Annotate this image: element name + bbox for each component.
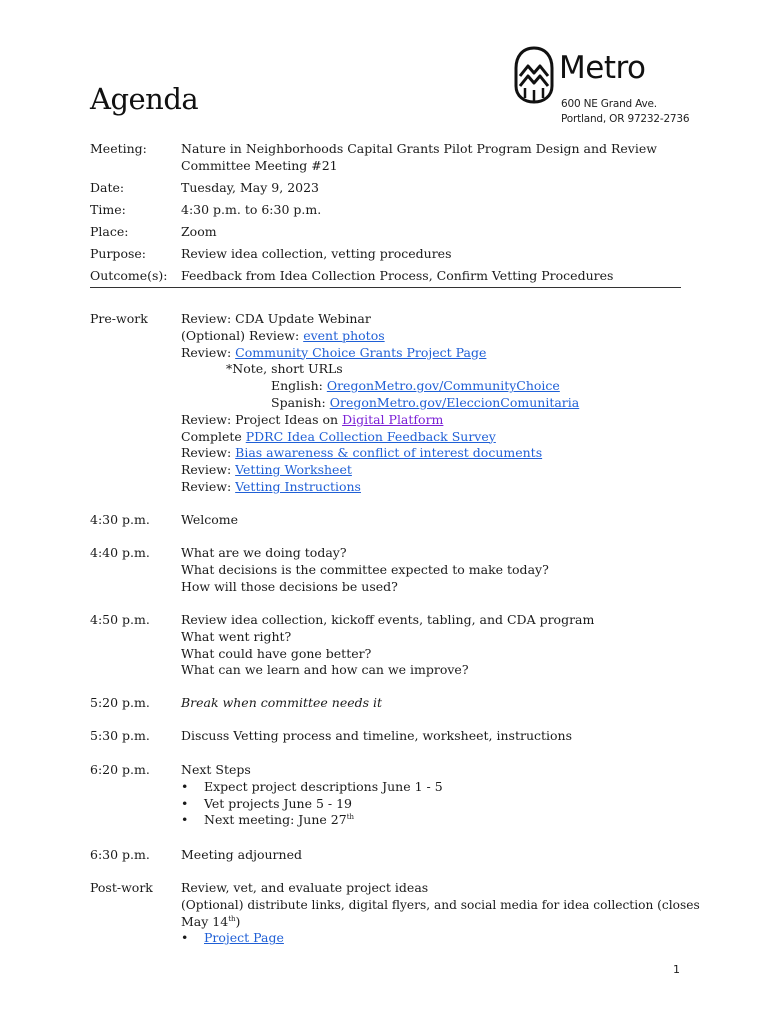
meeting-value bbox=[181, 141, 690, 180]
list-item-text: Expect project descriptions June 1 - 5 bbox=[204, 778, 443, 794]
list-item-text: Next meeting: June 27 bbox=[204, 812, 347, 828]
agenda-text: Meeting adjourned bbox=[181, 847, 302, 862]
date-row bbox=[90, 180, 690, 202]
agenda-text: Review, vet, and evaluate project ideas bbox=[181, 880, 429, 895]
project-page-link-postwork[interactable]: Project Page bbox=[204, 930, 284, 946]
prework-line bbox=[181, 462, 690, 479]
agenda-text: What can we learn and how can we improve? bbox=[181, 662, 469, 678]
agenda-time: 4:40 p.m. bbox=[90, 545, 150, 560]
agenda-text: What decisions is the committee expected to make today? bbox=[181, 561, 549, 577]
digital-platform-link[interactable]: Digital Platform bbox=[342, 411, 444, 427]
list-item bbox=[181, 930, 700, 947]
agenda-text-part: May 14 bbox=[181, 913, 229, 929]
metro-logo-icon bbox=[514, 46, 554, 104]
place-value: Zoom bbox=[181, 224, 217, 239]
agenda-body bbox=[181, 545, 690, 595]
prework-line: Review: CDA Update Webinar bbox=[181, 311, 371, 326]
page-title: Agenda bbox=[90, 82, 199, 116]
agenda-body bbox=[181, 612, 690, 679]
meeting-details bbox=[90, 141, 690, 290]
bullet-icon: • bbox=[181, 795, 189, 811]
bias-documents-link[interactable]: Bias awareness & conflict of interest documents bbox=[235, 445, 543, 461]
agenda-body bbox=[181, 847, 690, 864]
agenda-time: 4:50 p.m. bbox=[90, 612, 150, 627]
prework-text: Review: bbox=[181, 462, 236, 478]
list-item bbox=[181, 812, 690, 829]
prework-line bbox=[181, 445, 690, 462]
bullet-icon: • bbox=[181, 778, 189, 794]
prework-line bbox=[181, 378, 690, 395]
agenda-time: 5:30 p.m. bbox=[90, 728, 150, 743]
prework-text: Review: bbox=[181, 478, 236, 494]
prework-line bbox=[181, 479, 690, 496]
meeting-row bbox=[90, 141, 690, 180]
project-page-link[interactable]: Community Choice Grants Project Page bbox=[235, 344, 487, 360]
prework-text: Review: Project Ideas on bbox=[181, 411, 343, 427]
prework-text: Review: bbox=[181, 445, 236, 461]
prework-text: (Optional) Review: bbox=[181, 327, 304, 343]
agenda-body bbox=[181, 880, 700, 947]
agenda-body bbox=[181, 311, 690, 496]
metro-wordmark: Metro bbox=[559, 50, 646, 86]
list-item bbox=[181, 796, 690, 813]
place-row bbox=[90, 224, 690, 246]
prework-text: Review: bbox=[181, 344, 236, 360]
prework-line bbox=[181, 412, 690, 429]
agenda-text: What could have gone better? bbox=[181, 645, 372, 661]
agenda-item-welcome bbox=[90, 512, 690, 529]
agenda-item-prework bbox=[90, 311, 690, 496]
prework-line bbox=[181, 345, 690, 362]
outcome-value: Feedback from Idea Collection Process, Confirm Vetting Procedures bbox=[181, 268, 614, 283]
list-item-text: Vet projects June 5 - 19 bbox=[204, 795, 352, 811]
agenda-item-break bbox=[90, 695, 690, 712]
prework-text: Spanish: bbox=[271, 394, 330, 410]
prework-line bbox=[181, 395, 690, 412]
agenda-text: Welcome bbox=[181, 512, 239, 527]
time-value: 4:30 p.m. to 6:30 p.m. bbox=[181, 202, 322, 217]
agenda-text bbox=[181, 914, 700, 931]
agenda-item-today bbox=[90, 545, 690, 595]
meeting-value-line1: Nature in Neighborhoods Capital Grants Pilot Program Design and Review bbox=[181, 141, 657, 156]
page-number: 1 bbox=[673, 963, 680, 976]
purpose-value: Review idea collection, vetting procedures bbox=[181, 246, 452, 261]
vetting-worksheet-link[interactable]: Vetting Worksheet bbox=[235, 462, 352, 478]
bullet-icon: • bbox=[181, 812, 189, 828]
address-line-1: 600 NE Grand Ave. bbox=[561, 98, 657, 110]
english-url-link[interactable]: OregonMetro.gov/CommunityChoice bbox=[326, 378, 560, 394]
agenda-text: What went right? bbox=[181, 628, 292, 644]
agenda-time: Post-work bbox=[90, 880, 153, 895]
agenda-item-postwork bbox=[90, 880, 700, 947]
agenda-time: Pre-work bbox=[90, 311, 148, 326]
agenda-item-next-steps bbox=[90, 762, 690, 829]
agenda-item-review bbox=[90, 612, 690, 679]
agenda-text: Next Steps bbox=[181, 762, 251, 777]
agenda-time: 5:20 p.m. bbox=[90, 695, 150, 710]
spanish-url-link[interactable]: OregonMetro.gov/EleccionComunitaria bbox=[329, 394, 580, 410]
agenda-item-vetting bbox=[90, 728, 690, 745]
agenda-text: What are we doing today? bbox=[181, 545, 347, 560]
date-label: Date: bbox=[90, 180, 125, 195]
meeting-value-line2: Committee Meeting #21 bbox=[181, 157, 338, 173]
date-value: Tuesday, May 9, 2023 bbox=[181, 180, 320, 195]
agenda-text-part: ) bbox=[235, 913, 241, 929]
agenda-text: (Optional) distribute links, digital flyers, and social media for idea collection (closes bbox=[181, 897, 700, 912]
purpose-label: Purpose: bbox=[90, 246, 146, 261]
bullet-icon: • bbox=[181, 930, 189, 946]
outcome-label: Outcome(s): bbox=[90, 268, 168, 283]
event-photos-link[interactable]: event photos bbox=[303, 327, 385, 343]
survey-link[interactable]: PDRC Idea Collection Feedback Survey bbox=[245, 428, 496, 444]
agenda-text: Review idea collection, kickoff events, tabling, and CDA program bbox=[181, 612, 595, 627]
agenda-body bbox=[181, 762, 690, 829]
agenda-time: 4:30 p.m. bbox=[90, 512, 150, 527]
agenda-time: 6:30 p.m. bbox=[90, 847, 150, 862]
prework-line bbox=[181, 429, 690, 446]
agenda-body bbox=[181, 512, 690, 529]
meeting-label: Meeting: bbox=[90, 141, 147, 156]
address-block bbox=[561, 97, 689, 127]
list-item bbox=[181, 779, 690, 796]
purpose-row bbox=[90, 246, 690, 268]
address-line-2: Portland, OR 97232-2736 bbox=[561, 113, 690, 125]
agenda-text: Discuss Vetting process and timeline, worksheet, instructions bbox=[181, 728, 573, 743]
divider bbox=[90, 287, 681, 288]
place-label: Place: bbox=[90, 224, 129, 239]
prework-text: Complete bbox=[181, 428, 246, 444]
agenda-body bbox=[181, 695, 690, 712]
time-row bbox=[90, 202, 690, 224]
prework-line bbox=[181, 328, 690, 345]
superscript: th bbox=[228, 914, 236, 923]
agenda-text: How will those decisions be used? bbox=[181, 578, 398, 594]
agenda-item-adjourn bbox=[90, 847, 690, 864]
agenda-text: Break when committee needs it bbox=[181, 695, 383, 710]
agenda-body bbox=[181, 728, 690, 745]
superscript: th bbox=[346, 813, 355, 822]
prework-line: *Note, short URLs bbox=[226, 361, 343, 377]
agenda-time: 6:20 p.m. bbox=[90, 762, 150, 777]
vetting-instructions-link[interactable]: Vetting Instructions bbox=[235, 478, 361, 494]
time-label: Time: bbox=[90, 202, 126, 217]
prework-text: English: bbox=[271, 378, 327, 394]
